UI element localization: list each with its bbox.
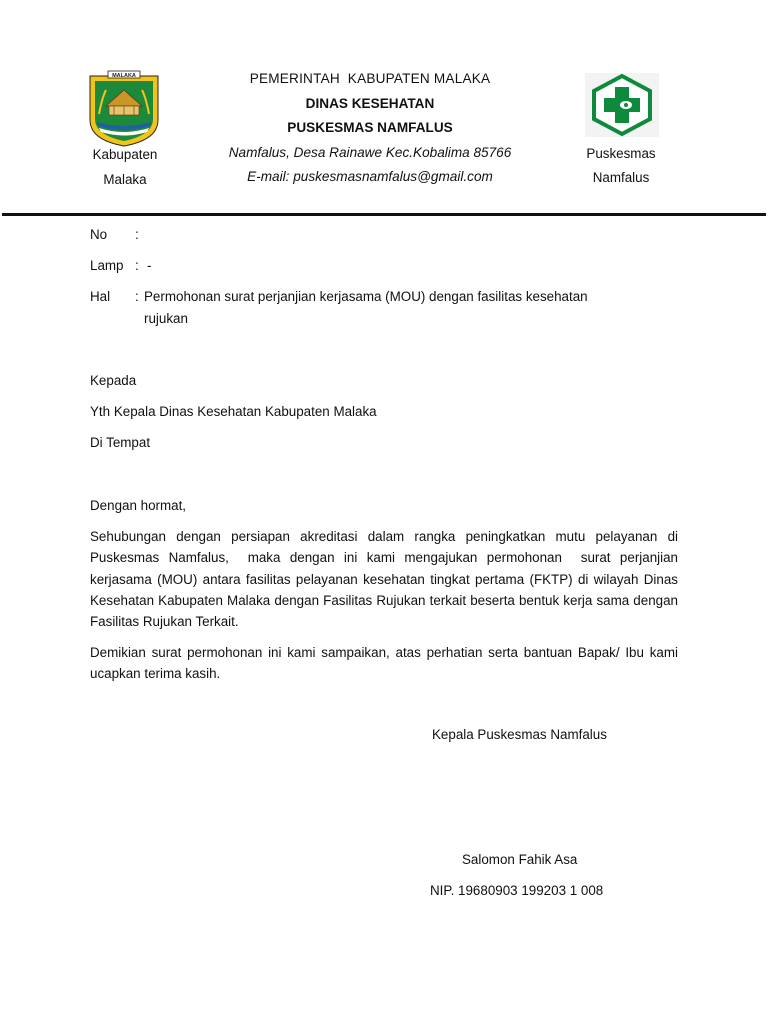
recipient-yth: Yth Kepala Dinas Kesehatan Kabupaten Malaka	[90, 404, 377, 419]
signature-nip: NIP. 19680903 199203 1 008	[430, 883, 604, 898]
signature-name: Salomon Fahik Asa	[462, 852, 578, 867]
signature-position: Kepala Puskesmas Namfalus	[432, 727, 607, 742]
body-paragraph-1: Sehubungan dengan persiapan akreditasi dalam rangka peningkatkan mutu pelayanan di Puskesmas Namfalus, maka dengan ini kami mengajukan permohonan surat perjanjian kerjasama (MOU) antara fasilitas pelayanan kesehatan tingkat pertama (FKTP) di wilayah Dinas Kesehatan Kabupaten Malaka dengan Fasilitas Rujukan terkait beserta bentuk kerja sama dengan Fasilitas Rujukan Terkait.	[90, 529, 682, 630]
emblem-banner-text: MALAKA	[112, 72, 136, 79]
kabupaten-malaka-emblem-icon	[86, 70, 162, 148]
header-puskesmas: PUSKESMAS NAMFALUS	[287, 120, 453, 135]
ref-hal-value-line2: rujukan	[144, 311, 188, 326]
ref-no-label: No	[90, 227, 108, 242]
ref-lamp-separator: :	[135, 258, 139, 273]
left-logo-caption-kabupaten: Kabupaten	[92, 147, 158, 162]
salutation: Dengan hormat,	[90, 498, 187, 513]
header-government: PEMERINTAH KABUPATEN MALAKA	[249, 71, 491, 86]
body-paragraph-2: Demikian surat permohonan ini kami sampaikan, atas perhatian serta bantuan Bapak/ Ibu kami ucapkan terima kasih.	[90, 645, 678, 682]
header-email: E-mail: puskesmasnamfalus@gmail.com	[247, 169, 493, 184]
letterhead-divider	[2, 213, 766, 216]
header-department: DINAS KESEHATAN	[305, 96, 435, 111]
ref-lamp-value: -	[147, 258, 152, 273]
ref-hal-value-line1: Permohonan surat perjanjian kerjasama (MOU) dengan fasilitas kesehatan	[144, 289, 588, 304]
left-logo-caption-malaka: Malaka	[103, 172, 147, 187]
ref-no-separator: :	[135, 227, 139, 242]
puskesmas-logo-icon	[585, 73, 659, 137]
ref-hal-label: Hal	[90, 289, 111, 304]
ref-hal-separator: :	[135, 289, 139, 304]
ref-lamp-label: Lamp	[90, 258, 124, 273]
recipient-di-tempat: Di Tempat	[90, 435, 151, 450]
right-logo-caption-namfalus: Namfalus	[592, 170, 650, 185]
right-logo-caption-puskesmas: Puskesmas	[586, 146, 656, 161]
recipient-kepada: Kepada	[90, 373, 137, 388]
header-address: Namfalus, Desa Rainawe Kec.Kobalima 85766	[228, 145, 512, 160]
